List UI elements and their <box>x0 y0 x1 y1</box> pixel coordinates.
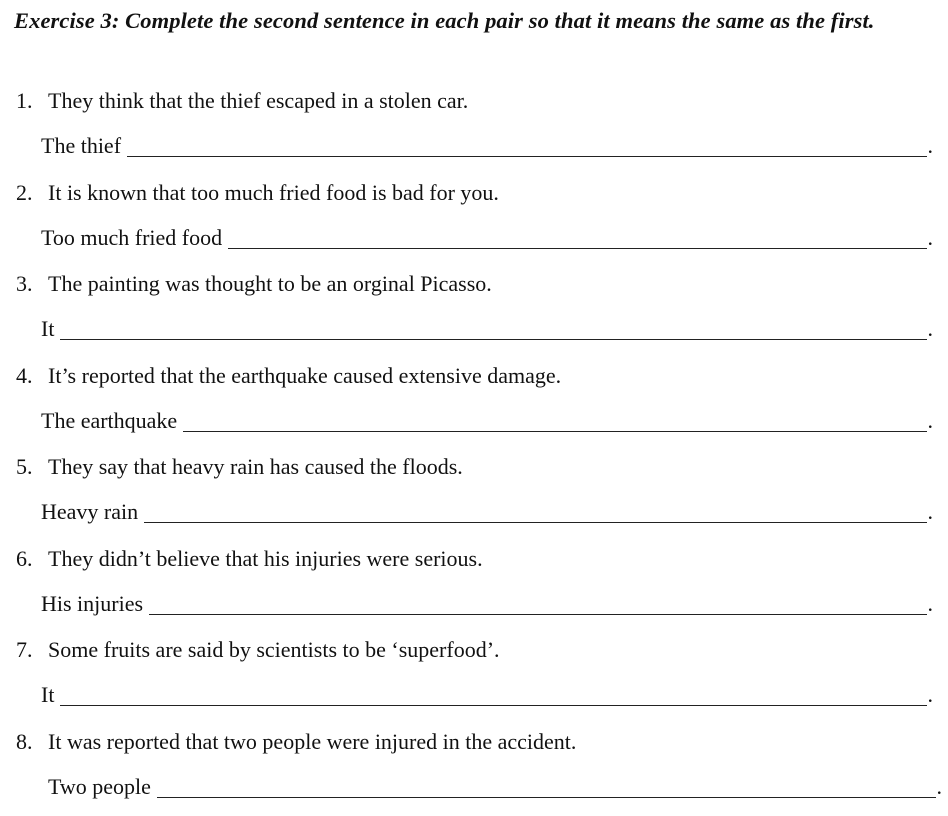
item-number: 6. <box>16 542 48 576</box>
item-sentence: It is known that too much fried food is bad for you. <box>48 180 499 205</box>
item-prompt <box>16 725 576 759</box>
exercise-item <box>0 633 948 725</box>
answer-blank[interactable] <box>149 590 926 615</box>
answer-stem: The earthquake <box>41 404 177 438</box>
answer-line <box>41 404 933 438</box>
answer-line <box>41 495 933 529</box>
answer-stem: It <box>41 678 54 712</box>
item-prompt <box>16 359 561 393</box>
answer-stem: Heavy rain <box>41 495 138 529</box>
item-prompt <box>16 633 500 667</box>
answer-period: . <box>928 587 934 621</box>
item-prompt <box>16 84 468 118</box>
exercise-item <box>0 450 948 542</box>
exercise-items <box>0 84 948 816</box>
answer-blank[interactable] <box>157 773 936 798</box>
item-sentence: Some fruits are said by scientists to be ‘superfood’. <box>48 637 500 662</box>
item-number: 7. <box>16 633 48 667</box>
exercise-item <box>0 542 948 634</box>
item-sentence: It’s reported that the earthquake caused extensive damage. <box>48 363 561 388</box>
answer-line <box>48 770 942 804</box>
item-prompt <box>16 542 483 576</box>
answer-blank[interactable] <box>228 224 926 249</box>
item-number: 4. <box>16 359 48 393</box>
answer-period: . <box>928 129 934 163</box>
item-prompt <box>16 267 492 301</box>
answer-blank[interactable] <box>60 315 926 340</box>
exercise-item <box>0 84 948 176</box>
answer-stem: Two people <box>48 770 151 804</box>
item-sentence: They didn’t believe that his injuries were serious. <box>48 546 483 571</box>
item-number: 2. <box>16 176 48 210</box>
answer-period: . <box>928 678 934 712</box>
exercise-item <box>0 725 948 816</box>
answer-period: . <box>928 312 934 346</box>
answer-blank[interactable] <box>127 132 926 157</box>
item-sentence: The painting was thought to be an orginal Picasso. <box>48 271 492 296</box>
answer-blank[interactable] <box>183 407 926 432</box>
answer-stem: Too much fried food <box>41 221 222 255</box>
exercise-item <box>0 267 948 359</box>
answer-period: . <box>928 495 934 529</box>
item-number: 8. <box>16 725 48 759</box>
answer-line <box>41 129 933 163</box>
answer-period: . <box>928 404 934 438</box>
item-number: 1. <box>16 84 48 118</box>
item-prompt <box>16 450 463 484</box>
exercise-heading: Exercise 3: Complete the second sentence in each pair so that it means the same as the first. <box>14 4 934 38</box>
answer-stem: The thief <box>41 129 121 163</box>
answer-line <box>41 678 933 712</box>
answer-line <box>41 312 933 346</box>
item-sentence: They say that heavy rain has caused the floods. <box>48 454 463 479</box>
item-prompt <box>16 176 499 210</box>
answer-stem: His injuries <box>41 587 143 621</box>
answer-line <box>41 221 933 255</box>
answer-stem: It <box>41 312 54 346</box>
item-sentence: It was reported that two people were injured in the accident. <box>48 729 576 754</box>
exercise-item <box>0 359 948 451</box>
answer-period: . <box>928 221 934 255</box>
item-number: 3. <box>16 267 48 301</box>
item-sentence: They think that the thief escaped in a stolen car. <box>48 88 468 113</box>
answer-blank[interactable] <box>144 498 926 523</box>
exercise-item <box>0 176 948 268</box>
item-number: 5. <box>16 450 48 484</box>
answer-line <box>41 587 933 621</box>
answer-period: . <box>937 770 943 804</box>
answer-blank[interactable] <box>60 681 926 706</box>
